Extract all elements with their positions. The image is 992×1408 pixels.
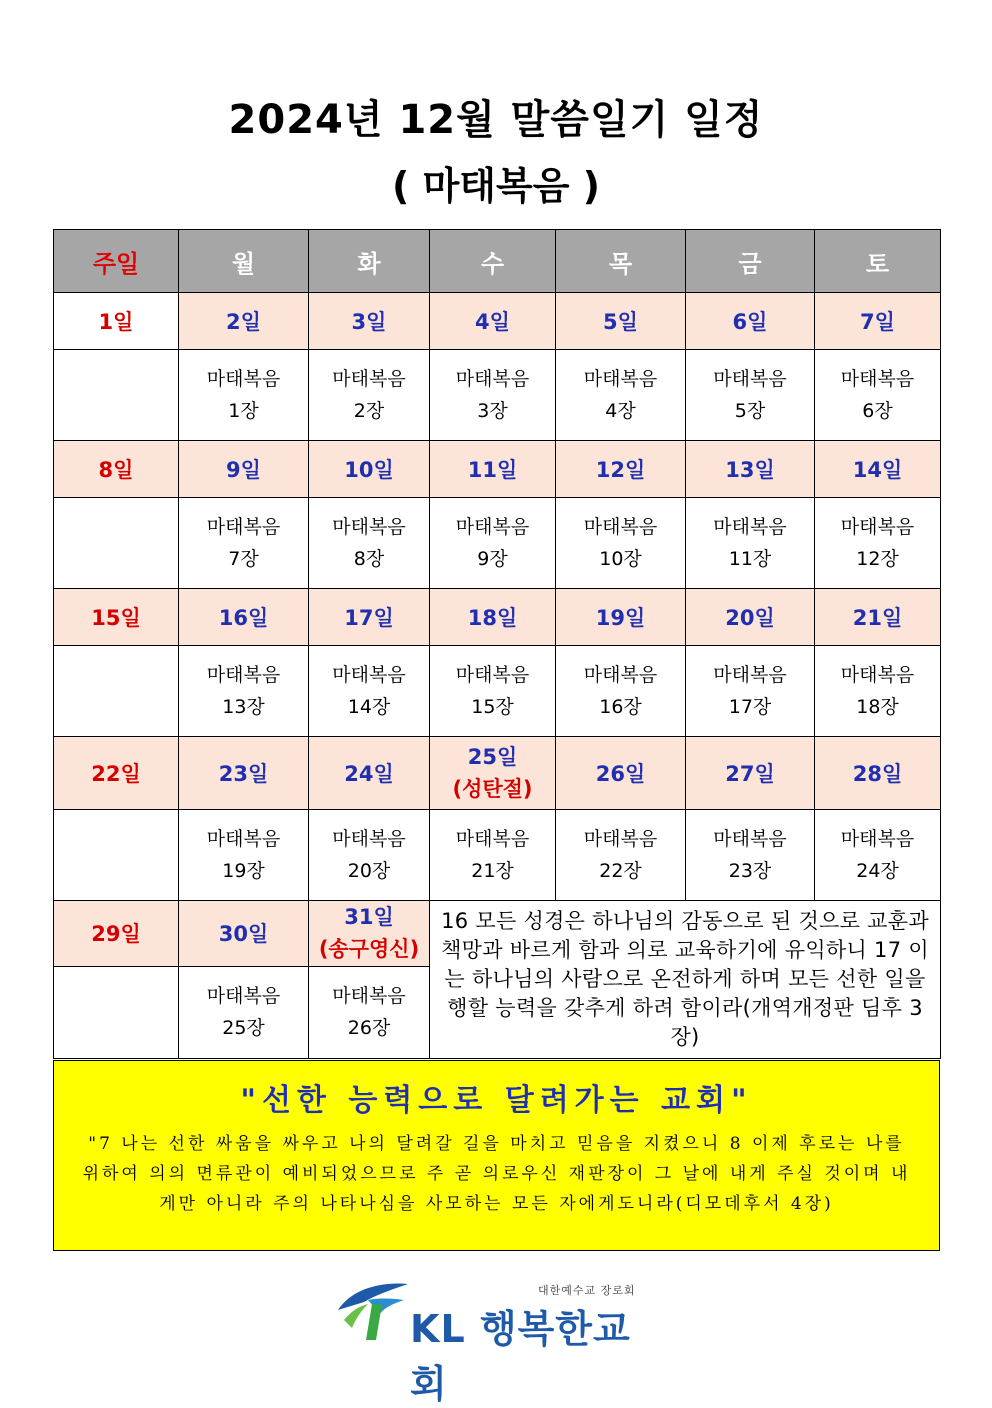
reading-chapter: 20장	[347, 860, 391, 882]
reading-cell	[309, 966, 430, 1058]
reading-chapter: 8장	[353, 548, 385, 570]
reading-book: 마태복음	[583, 828, 658, 850]
date-cell: 6일	[686, 293, 815, 350]
reading-cell	[430, 810, 556, 901]
reading-cell	[54, 810, 179, 901]
reading-book: 마태복음	[583, 664, 658, 686]
reading-cell	[686, 498, 815, 589]
reading-book: 마태복음	[332, 664, 406, 686]
reading-book: 마태복음	[455, 664, 530, 686]
reading-book: 마태복음	[206, 985, 281, 1008]
reading-book: 마태복음	[713, 516, 787, 538]
reading-chapter: 4장	[605, 400, 636, 422]
reading-book: 마태복음	[332, 828, 406, 850]
reading-book: 마태복음	[583, 516, 658, 538]
reading-book: 마태복음	[455, 828, 530, 850]
date-cell: 10일	[309, 441, 430, 498]
reading-chapter: 23장	[728, 860, 772, 882]
church-logo	[334, 1280, 664, 1406]
reading-chapter: 10장	[599, 548, 642, 570]
reading-chapter: 13장	[222, 696, 265, 718]
reading-chapter: 19장	[222, 860, 265, 882]
date-cell: 30일	[179, 901, 309, 967]
date-cell: 15일	[54, 589, 179, 646]
reading-cell	[309, 498, 430, 589]
date-cell: 8일	[54, 441, 179, 498]
date-cell: 9일	[179, 441, 309, 498]
reading-book: 마태복음	[713, 664, 787, 686]
reading-chapter: 5장	[734, 400, 766, 422]
reading-chapter: 3장	[477, 400, 508, 422]
holiday-label: (송구영신)	[318, 937, 420, 962]
reading-book: 마태복음	[455, 368, 530, 390]
reading-cell	[430, 646, 556, 737]
date-cell: 13일	[686, 441, 815, 498]
reading-chapter: 18장	[856, 696, 899, 718]
reading-book: 마태복음	[840, 664, 915, 686]
reading-chapter: 11장	[728, 548, 772, 570]
date-cell: 27일	[686, 737, 815, 810]
reading-cell	[430, 498, 556, 589]
date-cell: 7일	[815, 293, 941, 350]
date-cell-christmas	[430, 737, 556, 810]
reading-book: 마태복음	[332, 985, 406, 1008]
denomination-label: 대한예수교 장로회	[538, 1284, 636, 1297]
reading-book: 마태복음	[583, 368, 658, 390]
date-cell: 17일	[309, 589, 430, 646]
date-cell: 28일	[815, 737, 941, 810]
calendar-table	[53, 229, 941, 1059]
reading-cell	[54, 350, 179, 441]
date-cell: 2일	[179, 293, 309, 350]
date-cell: 5일	[556, 293, 686, 350]
reading-chapter: 1장	[228, 400, 259, 422]
reading-cell	[309, 810, 430, 901]
date-cell: 21일	[815, 589, 941, 646]
reading-chapter: 24장	[856, 860, 899, 882]
reading-cell	[686, 646, 815, 737]
reading-cell	[556, 646, 686, 737]
reading-row	[54, 810, 941, 901]
page-title: 2024년 12월 말씀일기 일정	[228, 97, 764, 143]
reading-cell	[556, 810, 686, 901]
weekday-header: 수	[430, 230, 556, 293]
reading-cell	[54, 646, 179, 737]
reading-cell	[309, 646, 430, 737]
page-subtitle: ( 마태복음 )	[391, 164, 601, 208]
date-cell: 23일	[179, 737, 309, 810]
weekday-header: 토	[815, 230, 941, 293]
reading-book: 마태복음	[840, 368, 915, 390]
reading-chapter: 21장	[471, 860, 514, 882]
reading-chapter: 16장	[599, 696, 642, 718]
reading-book: 마태복음	[713, 368, 787, 390]
holiday-label: (성탄절)	[452, 777, 533, 801]
reading-chapter: 25장	[222, 1017, 265, 1040]
date-cell: 3일	[309, 293, 430, 350]
reading-cell	[815, 646, 941, 737]
weekday-header: 월	[179, 230, 309, 293]
reading-chapter: 7장	[228, 548, 259, 570]
reading-book: 마태복음	[206, 664, 281, 686]
reading-book: 마태복음	[206, 368, 281, 390]
date-label: 31일	[344, 905, 394, 930]
date-cell: 1일	[54, 293, 179, 350]
reading-chapter: 17장	[728, 696, 772, 718]
reading-book: 마태복음	[206, 516, 281, 538]
weekday-header-row	[54, 230, 941, 293]
reading-cell	[815, 498, 941, 589]
reading-row	[54, 646, 941, 737]
weekday-header: 금	[686, 230, 815, 293]
reading-cell	[556, 350, 686, 441]
reading-book: 마태복음	[713, 828, 787, 850]
reading-book: 마태복음	[455, 516, 530, 538]
date-row	[54, 441, 941, 498]
reading-cell	[179, 646, 309, 737]
weekday-header: 화	[309, 230, 430, 293]
reading-cell	[430, 350, 556, 441]
date-cell: 19일	[556, 589, 686, 646]
date-row	[54, 737, 941, 810]
date-cell: 12일	[556, 441, 686, 498]
reading-cell	[686, 350, 815, 441]
reading-cell	[179, 498, 309, 589]
reading-book: 마태복음	[332, 516, 406, 538]
reading-cell	[556, 498, 686, 589]
date-cell: 26일	[556, 737, 686, 810]
motto-title: "선한 능력으로 달려가는 교회"	[240, 1083, 753, 1118]
date-cell: 29일	[54, 901, 179, 967]
reading-cell	[179, 350, 309, 441]
date-cell: 11일	[430, 441, 556, 498]
reading-chapter: 15장	[471, 696, 514, 718]
reading-cell	[54, 498, 179, 589]
motto-banner	[53, 1060, 940, 1251]
reading-cell	[815, 350, 941, 441]
reading-chapter: 14장	[347, 696, 391, 718]
date-label: 25일	[467, 745, 518, 769]
date-row	[54, 589, 941, 646]
weekday-header: 주일	[54, 230, 179, 293]
reading-chapter: 22장	[599, 860, 642, 882]
reading-cell	[815, 810, 941, 901]
date-cell: 16일	[179, 589, 309, 646]
date-cell: 4일	[430, 293, 556, 350]
church-emblem-icon	[334, 1280, 410, 1342]
church-name: KL 행복한교회	[410, 1307, 631, 1406]
scripture-verse: 16 모든 성경은 하나님의 감동으로 된 것으로 교훈과 책망과 바르게 함과 의로 교육하기에 유익하니 17 이는 하나님의 사람으로 온전하게 하며 모든 선한 일을 행할 능력을 갖추게 하려 함이라(개역개정판 딤후 3장)	[430, 901, 941, 1059]
reading-book: 마태복음	[840, 828, 915, 850]
date-row	[54, 293, 941, 350]
reading-book: 마태복음	[332, 368, 406, 390]
reading-cell	[309, 350, 430, 441]
date-cell: 24일	[309, 737, 430, 810]
reading-book: 마태복음	[206, 828, 281, 850]
reading-row	[54, 350, 941, 441]
date-cell: 18일	[430, 589, 556, 646]
reading-cell	[54, 966, 179, 1058]
reading-chapter: 26장	[347, 1017, 391, 1040]
motto-verse: "7 나는 선한 싸움을 싸우고 나의 달려갈 길을 마치고 믿음을 지켰으니 8 이제 후로는 나를 위하여 의의 면류관이 예비되었으므로 주 곧 의로우신 재판장이 그 날에 내게 주실 것이며 내게만 아니라 주의 나타나심을 사모하는 모든 자에게도니라(디모데후서 4장)	[82, 1134, 911, 1214]
date-cell-newyear-eve	[309, 901, 430, 967]
reading-cell	[179, 966, 309, 1058]
weekday-header: 목	[556, 230, 686, 293]
reading-chapter: 9장	[477, 548, 508, 570]
reading-row	[54, 498, 941, 589]
reading-chapter: 12장	[856, 548, 899, 570]
date-row	[54, 901, 941, 967]
reading-chapter: 6장	[862, 400, 893, 422]
reading-book: 마태복음	[840, 516, 915, 538]
reading-cell	[686, 810, 815, 901]
date-cell: 14일	[815, 441, 941, 498]
reading-chapter: 2장	[353, 400, 385, 422]
date-cell: 22일	[54, 737, 179, 810]
reading-cell	[179, 810, 309, 901]
date-cell: 20일	[686, 589, 815, 646]
